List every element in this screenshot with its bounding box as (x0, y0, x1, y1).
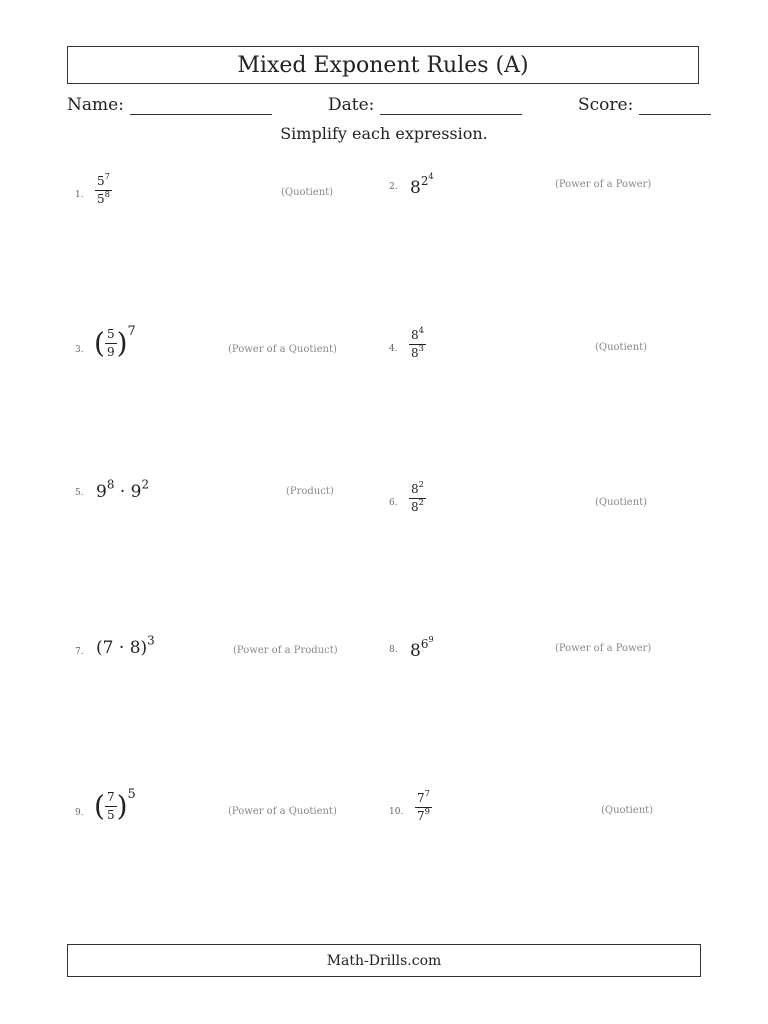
fraction (105, 791, 117, 822)
outer-exponent: 5 (127, 787, 136, 802)
footer-text: Math-Drills.com (326, 952, 442, 969)
rule-label: (Quotient) (281, 187, 334, 198)
exponent: 2 (420, 173, 429, 188)
worksheet-title-box (67, 46, 699, 84)
problem-number: 2. (389, 182, 398, 192)
problem-number: 1. (75, 190, 84, 200)
info-row (67, 92, 701, 120)
exponent: 8 (106, 477, 115, 492)
expression (94, 324, 136, 360)
base: 5 (97, 174, 105, 188)
rule-label: (Power of a Power) (555, 643, 652, 654)
base: 7 (417, 809, 425, 823)
base: 7 (417, 791, 425, 805)
date-line (380, 92, 522, 115)
expression (96, 633, 155, 658)
denominator: 9 (106, 345, 115, 359)
instructions: Simplify each expression. (280, 124, 488, 143)
base: 8 (411, 500, 419, 514)
expression (410, 634, 434, 662)
fraction (95, 171, 112, 206)
exponent: 7 (104, 171, 110, 182)
right-paren: ) (116, 326, 128, 360)
name-label: Name: (67, 95, 124, 115)
right-paren: ) (140, 638, 148, 658)
base: 8 (410, 178, 421, 199)
problem-number: 7. (75, 647, 84, 657)
exponent: 9 (428, 634, 434, 644)
exponent: 2 (418, 479, 424, 490)
denominator: 5 (106, 808, 115, 822)
outer-exponent: 7 (127, 324, 136, 339)
base: 9 (130, 482, 142, 502)
expression (95, 171, 112, 206)
exponent: 4 (428, 171, 434, 181)
base: 9 (96, 482, 107, 502)
expression (94, 787, 136, 823)
left-paren: ( (94, 789, 105, 823)
factor: 8 (129, 638, 141, 658)
base: 5 (97, 192, 105, 206)
problem-number: 8. (389, 645, 398, 655)
rule-label: (Product) (286, 486, 334, 497)
score-label: Score: (578, 95, 634, 115)
score-field (578, 92, 711, 115)
problem-number: 5. (75, 488, 84, 498)
rule-label: (Quotient) (595, 497, 648, 508)
exponent: 3 (418, 343, 424, 354)
problem-number: 10. (389, 807, 404, 817)
rule-label: (Power of a Product) (233, 645, 338, 656)
dot-operator: · (119, 482, 126, 502)
base: 8 (410, 641, 421, 662)
exponent: 2 (141, 477, 150, 492)
numerator: 5 (105, 328, 117, 344)
exponent: 2 (418, 497, 424, 508)
problem-number: 6. (389, 498, 398, 508)
factor: 7 (102, 638, 114, 658)
fraction (409, 325, 426, 360)
name-field (67, 92, 272, 115)
expression (96, 477, 150, 502)
rule-label: (Power of a Power) (555, 179, 652, 190)
base: 8 (411, 346, 419, 360)
rule-label: (Quotient) (595, 342, 648, 353)
expression (410, 171, 434, 199)
expression (415, 788, 432, 823)
dot-operator: · (118, 638, 125, 658)
score-line (639, 92, 711, 115)
worksheet-title: Mixed Exponent Rules (A) (237, 52, 529, 78)
rule-label: (Power of a Quotient) (228, 806, 337, 817)
outer-exponent: 3 (147, 633, 155, 648)
exponent: 8 (104, 189, 110, 200)
exponent: 6 (420, 636, 429, 651)
base: 8 (411, 328, 419, 342)
base: 8 (411, 482, 419, 496)
fraction (415, 788, 432, 823)
exponent: 7 (424, 788, 430, 799)
numerator: 7 (105, 791, 117, 807)
name-line (130, 92, 272, 115)
problem-number: 4. (389, 344, 398, 354)
footer-box (67, 944, 701, 977)
expression (409, 325, 426, 360)
exponent: 4 (418, 325, 424, 336)
date-label: Date: (328, 95, 375, 115)
rule-label: (Quotient) (601, 805, 654, 816)
rule-label: (Power of a Quotient) (228, 344, 337, 355)
problem-number: 3. (75, 345, 84, 355)
date-field (328, 92, 522, 115)
left-paren: ( (96, 638, 103, 658)
fraction (105, 328, 117, 359)
left-paren: ( (94, 326, 105, 360)
problem-number: 9. (75, 808, 84, 818)
expression (409, 479, 426, 514)
right-paren: ) (116, 789, 128, 823)
exponent: 9 (424, 806, 430, 817)
fraction (409, 479, 426, 514)
